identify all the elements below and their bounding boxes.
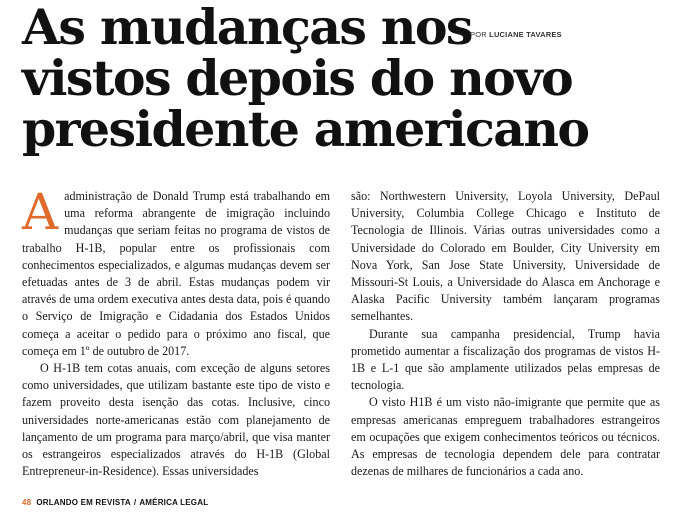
- article-paragraph-1: [22, 183, 330, 360]
- section-name: AMÉRICA LEGAL: [139, 498, 209, 507]
- headline-line-2: vistos depois do novo: [22, 49, 573, 107]
- article-paragraph-4: O visto H1B é um visto não-imigrante que permite que as empresas americanas empreguem trabalhadores estrangeiros em ocupações que exigem conhecimentos teóricos ou técnicos. As empresas de tecnologia dependem dele para contratar dezenas de milhares de funcionários a cada ano.: [351, 395, 660, 479]
- footer-separator: /: [133, 498, 137, 507]
- article-paragraph-1-text: administração de Donald Trump está trabalhando em uma reforma abrangente de imigração incluindo mudanças que seriam feitas no programa de vistos de trabalho H-1B, popular entre os profissionais com conhecimentos especializados, e algumas mudanças devem ser efetuadas antes de 3 de abril. Estas mudanças podem vir através de uma ordem executiva antes desta data, pois é quando o Serviço de Imigração e Cidadania dos Estados Unidos começa a aceitar o pedido para o próximo ano fiscal, que começa em 1º de outubro de 2017.: [22, 189, 330, 358]
- headline: [22, 0, 589, 158]
- headline-line-1: As mudanças nos: [22, 0, 472, 56]
- headline-line-3: presidente americano: [22, 100, 589, 158]
- page-footer: [22, 498, 208, 507]
- byline: [470, 30, 562, 39]
- article-paragraph-2-continued: são: Northwestern University, Loyola University, DePaul University, Columbia College Chicago e Instituto de Tecnologia de Illinois. Várias outras universidades como a Universidade do Colorado em Boulder, City University em Nova York, San Jose State University, Universidade de Missouri-St Louis, a Universidade do Alasca em Anchorage e Alaska Pacific University também lançaram programas semelhantes.: [351, 189, 660, 324]
- page-number: 48: [22, 498, 32, 507]
- drop-cap: A: [22, 183, 59, 241]
- byline-author: LUCIANE TAVARES: [489, 30, 562, 39]
- publication-name: ORLANDO EM REVISTA: [36, 498, 131, 507]
- article-column-right: [351, 188, 660, 480]
- article-paragraph-3: Durante sua campanha presidencial, Trump havia prometido aumentar a fiscalização dos programas de vistos H-1B e L-1 que são amplamente utilizados pelas empresas de tecnologia.: [351, 326, 660, 393]
- article-column-left: [22, 183, 330, 480]
- article-paragraph-2: O H-1B tem cotas anuais, com exceção de alguns setores como universidades, que utilizam bastante este tipo de visto e fazem proveito desta isenção das cotas. Inclusive, cinco universidades norte-americanas estão com planejamento de lançamento de um programa para março/abril, que visa manter os estrangeiros especializados através do H-1B (Global Entrepreneur-in-Residence). Essas universidades: [22, 361, 330, 479]
- byline-prefix: POR: [470, 30, 487, 39]
